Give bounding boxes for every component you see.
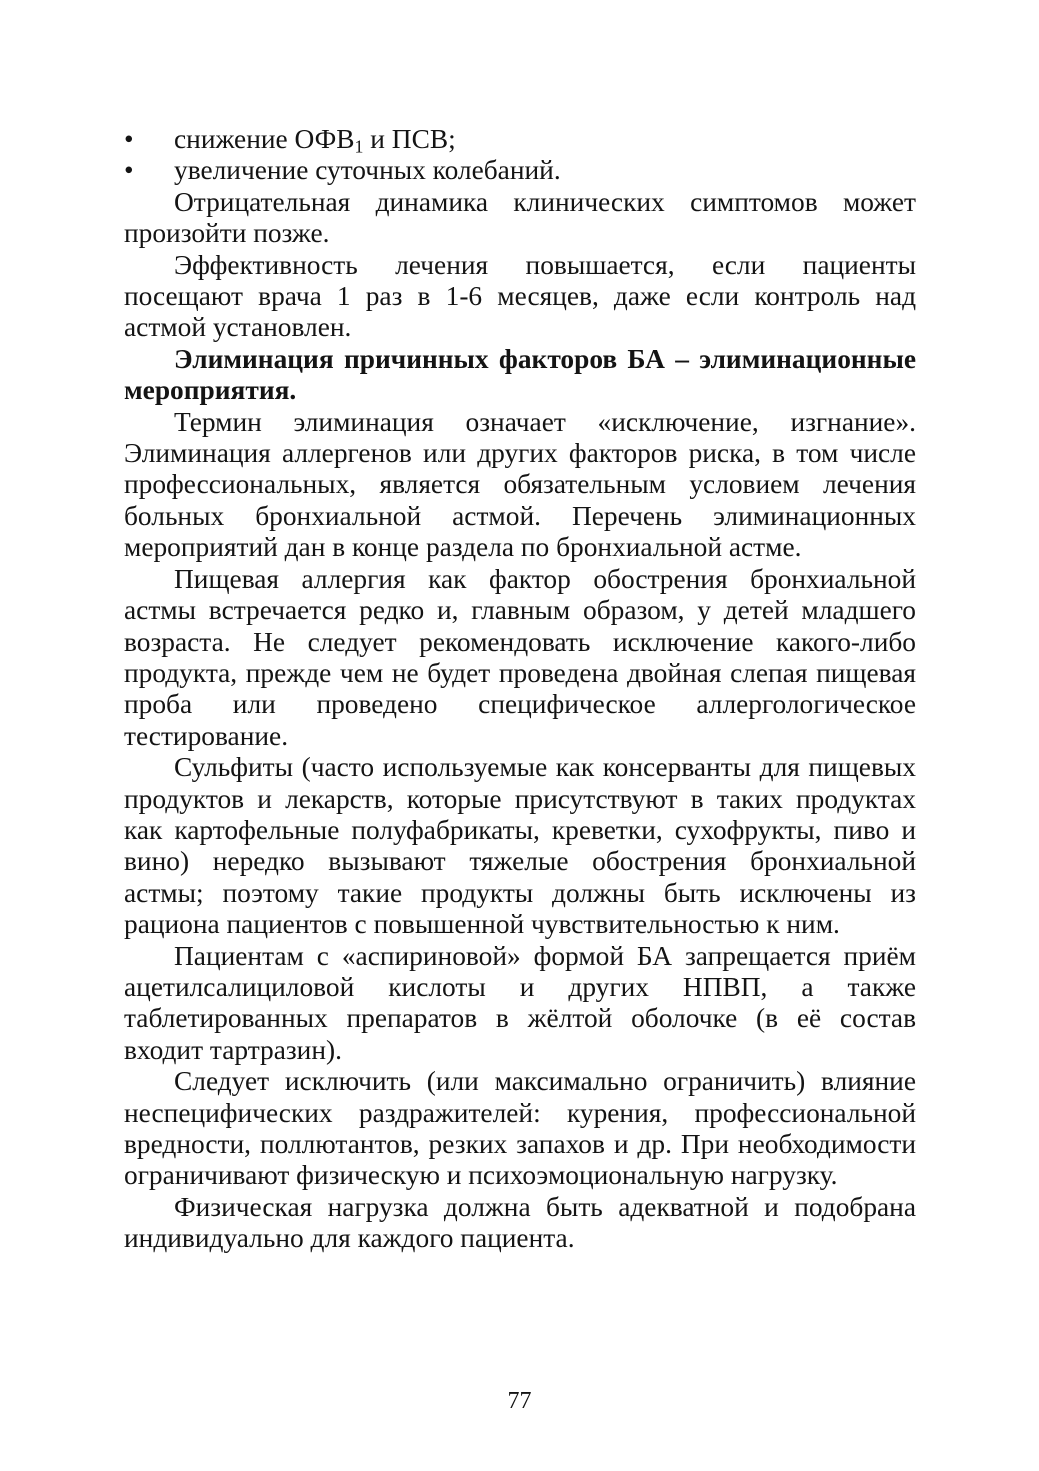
page-number: 77 — [507, 1388, 532, 1414]
paragraph: Термин элиминация означает «исключение, изгнание». Элиминация аллергенов или других факторов риска, в том числе профессиональных, является обязательным условием лечения больных бронхиальной астмой. Перечень элиминационных мероприятий дан в конце раздела по бронхиальной астме. — [124, 406, 916, 563]
paragraph: Отрицательная динамика клинических симптомов может произойти позже. — [124, 186, 916, 249]
paragraph: Эффективность лечения повышается, если пациенты посещают врача 1 раз в 1-6 месяцев, даже если контроль над астмой установлен. — [124, 249, 916, 343]
paragraph: Физическая нагрузка должна быть адекватной и подобрана индивидуально для каждого пациента. — [124, 1191, 916, 1254]
paragraph: Сульфиты (часто используемые как консерванты для пищевых продуктов и лекарств, которые присутствуют в таких продуктах как картофельные полуфабрикаты, креветки, сухофрукты, пиво и вино) нередко вызывают тяжелые обострения бронхиальной астмы; поэтому такие продукты должны быть исключены из рациона пациентов с повышенной чувствительностью к ним. — [124, 752, 916, 940]
bullet-icon: • — [124, 124, 134, 154]
paragraph: Пациентам с «аспириновой» формой БА запрещается приём ацетилсалициловой кислоты и других НПВП, а также таблетированных препаратов в жёлтой оболочке (в её состав входит тартразин). — [124, 940, 916, 1065]
paragraph: Пищевая аллергия как фактор обострения бронхиальной астмы встречается редко и, главным образом, у детей младшего возраста. Не следует рекомендовать исключение какого-либо продукта, прежде чем не будет проведена двойная слепая пищевая проба или проведено специфическое аллергологическое тестирование. — [124, 563, 916, 751]
bullet-item — [124, 124, 916, 155]
section-heading: Элиминация причинных факторов БА – элиминационные мероприятия. — [124, 343, 916, 406]
subscript: 1 — [354, 136, 364, 157]
bullet-text: увеличение суточных колебаний. — [174, 155, 561, 186]
bullet-icon: • — [124, 155, 134, 186]
bullet-item — [124, 155, 916, 186]
bullet-text: снижение $ОФВ_1$ и ПСВ; — [174, 124, 456, 157]
paragraph: Следует исключить (или максимально ограничить) влияние неспецифических раздражителей: курения, профессиональной вредности, поллютантов, резких запахов и др. При необходимости ограничивают физическую и психоэмоциональную нагрузку. — [124, 1066, 916, 1191]
page-body — [124, 124, 916, 1255]
